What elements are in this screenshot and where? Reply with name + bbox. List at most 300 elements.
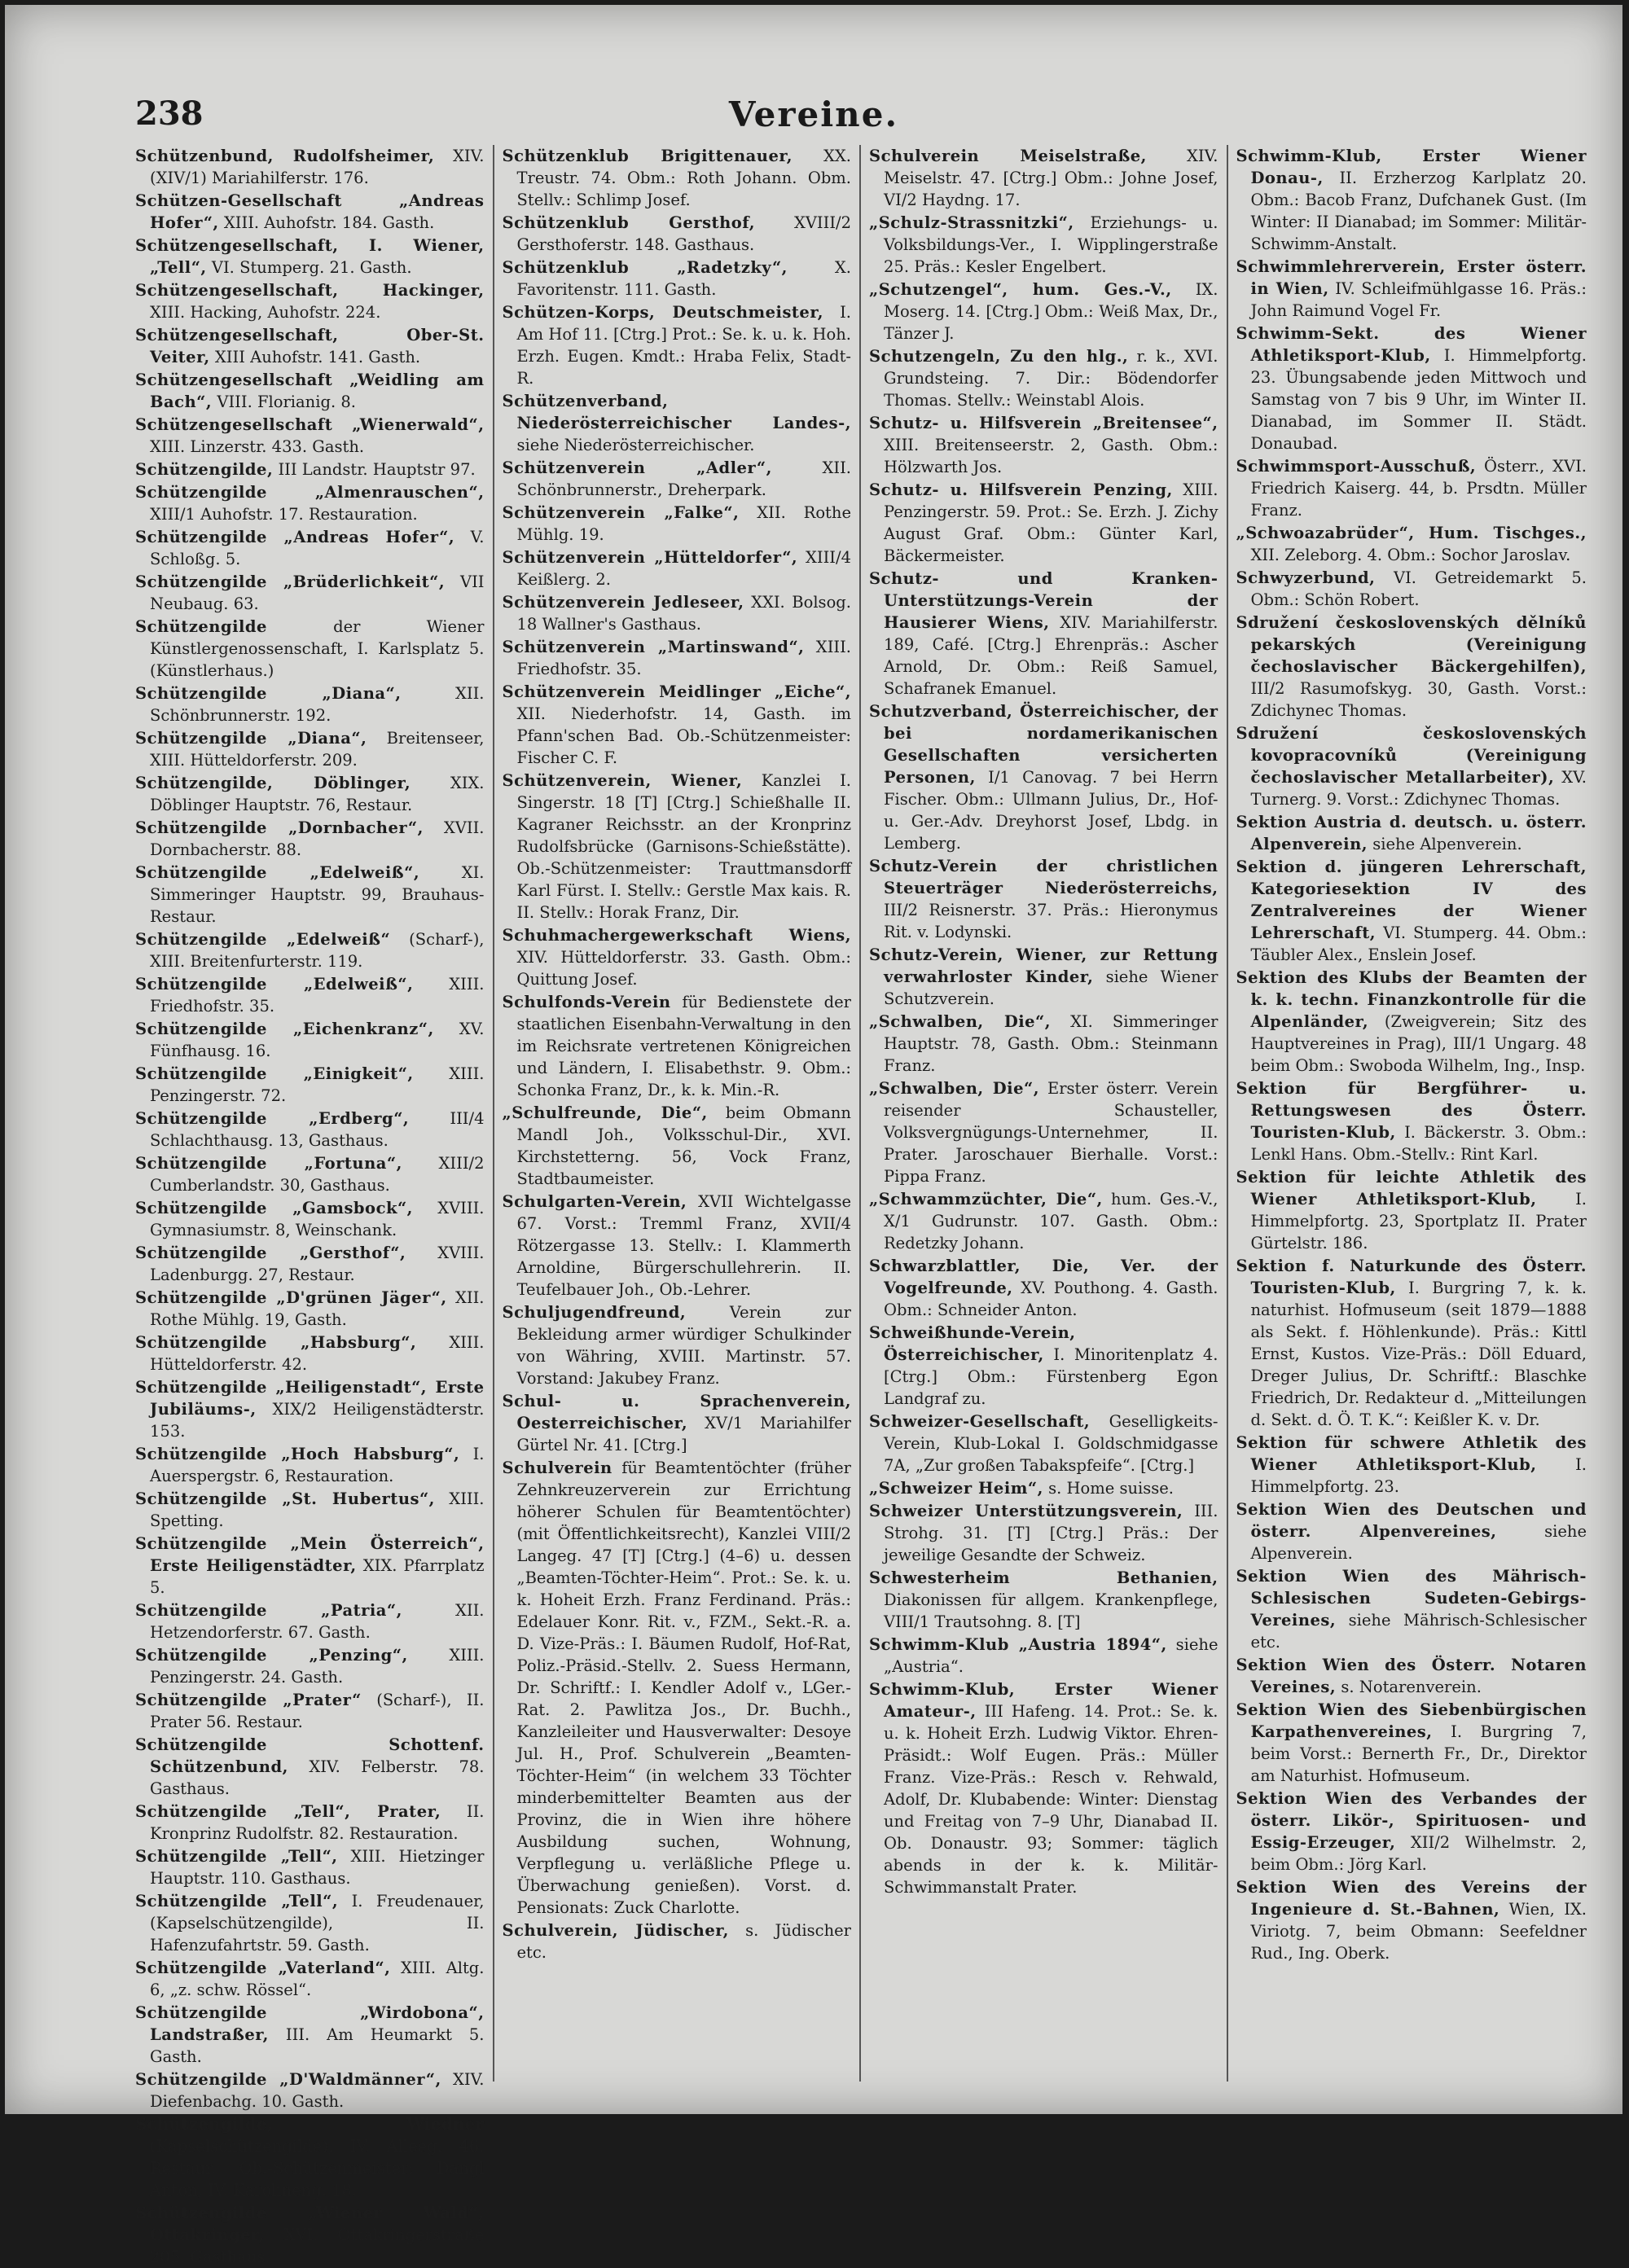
entry-heading: „Schulz-Strassnitzki“, bbox=[869, 213, 1074, 232]
entry-heading: Schützengilde „Edelweiß“, bbox=[135, 975, 414, 994]
entry-heading: Sektion Austria d. deutsch. u. österr. Alpenverein, bbox=[1236, 813, 1587, 853]
directory-entry bbox=[1236, 811, 1587, 855]
entry-heading: Schweizer Unterstützungsverein, bbox=[869, 1502, 1183, 1520]
entry-text: III. Strohg. 31. [T] [Ctrg.] Präs.: Der jeweilige Gesandte der Schweiz. bbox=[884, 1502, 1218, 1564]
entry-text: I. Minoritenplatz 4. [Ctrg.] Obm.: Fürstenberg Egon Landgraf zu. bbox=[884, 1345, 1218, 1408]
entry-heading: Schutz- u. Hilfsverein Penzing, bbox=[869, 480, 1173, 499]
entry-heading: Schützengesellschaft, I. Wiener, „Tell“, bbox=[135, 236, 485, 277]
directory-entry bbox=[503, 1919, 852, 1963]
directory-entry bbox=[135, 1063, 485, 1107]
directory-entry bbox=[1236, 567, 1587, 611]
directory-entry bbox=[869, 568, 1218, 700]
entry-heading: „Schwammzüchter, Die“, bbox=[869, 1190, 1103, 1209]
directory-entry bbox=[1236, 967, 1587, 1077]
entry-text: s. Home suisse. bbox=[1043, 1479, 1175, 1498]
entry-heading: „Schwoazabrüder“, Hum. Tischges., bbox=[1236, 524, 1587, 542]
entry-text: XIII. Hacking, Auhofstr. 224. bbox=[150, 303, 381, 322]
directory-entry bbox=[869, 279, 1218, 344]
entry-text: XIII/2 Cumberlandstr. 30, Gasthaus. bbox=[150, 1154, 485, 1195]
directory-entry bbox=[135, 1689, 485, 1733]
entry-text: Österr., XVI. Friedrich Kaiserg. 44, b. Prsdtn. Müller Franz. bbox=[1250, 457, 1587, 520]
entry-heading: Schützengesellschaft, Hackinger, bbox=[135, 281, 485, 300]
directory-entry bbox=[135, 862, 485, 928]
directory-entry bbox=[135, 1443, 485, 1487]
entry-heading: Schützengilde „Einigkeit“, bbox=[135, 1064, 414, 1083]
directory-entry bbox=[869, 1567, 1218, 1633]
entry-text: Kanzlei I. Singerstr. 18 [T] [Ctrg.] Schießhalle II. Kagraner Reichsstr. an der Kronprinz Rudolfsbrücke (Garnisons-Schießstätte). Ob.-Schützenmeister: Trauttmansdorff Karl Fürst. I. Stellv.: Gerstle Max kais. R. II. Stellv.: Horak Franz, Dir. bbox=[516, 771, 851, 922]
entry-text: hum. Ges.-V., X/1 Gudrunstr. 107. Gasth. Obm.: Redetzky Johann. bbox=[884, 1190, 1218, 1252]
column-4 bbox=[1228, 145, 1596, 2082]
directory-entry bbox=[503, 1301, 852, 1389]
directory-entry bbox=[869, 855, 1218, 943]
entry-text: Erziehungs- u. Volksbildungs-Ver., I. Wipplingerstraße 25. Präs.: Kesler Engelbert. bbox=[884, 213, 1218, 276]
column-3 bbox=[861, 145, 1228, 2082]
directory-entry bbox=[135, 1890, 485, 1956]
entry-text: s. Jüdischer etc. bbox=[516, 1921, 852, 1962]
entry-text: I. Burgring 7, k. k. naturhist. Hofmuseum (seit 1879—1888 als Sekt. f. Höhlenkunde). Präs.: Kittl Ernst, Kustos. Vize-Präs.: Döll Eduard, Dreger Julius, Dr. Schriftf.: Blaschke Friedrich, Dr. Redakteur d. „Mitteilungen d. Sekt. d. Ö. T. K.“: Keißler K. v. Dr. bbox=[1250, 1279, 1587, 1429]
page-header bbox=[5, 88, 1622, 145]
entry-text: V. Schloßg. 5. bbox=[150, 528, 485, 568]
entry-text: III. Am Heumarkt 5. Gasth. bbox=[150, 2025, 485, 2066]
directory-entry bbox=[1236, 856, 1587, 966]
directory-entry bbox=[503, 390, 852, 456]
entry-heading: Schützengilde „Prater“ bbox=[135, 1691, 362, 1709]
entry-heading: Schutz- u. Hilfsverein „Breitensee“, bbox=[869, 414, 1218, 432]
entry-heading: Schützengilde „Gersthof“, bbox=[135, 1244, 406, 1262]
entry-text: XV/1 Mariahilfer Gürtel Nr. 41. [Ctrg.] bbox=[516, 1414, 851, 1454]
directory-entry bbox=[1236, 522, 1587, 566]
directory-entry bbox=[503, 1457, 852, 1919]
entry-heading: Sektion Wien des Mährisch-Schlesischen Sudeten-Gebirgs-Vereines, bbox=[1236, 1567, 1587, 1630]
directory-entry bbox=[135, 772, 485, 816]
entry-heading: Schützengilde „Diana“, bbox=[135, 684, 402, 703]
directory-entry bbox=[1236, 1498, 1587, 1564]
entry-text: XVII. Dornbacherstr. 88. bbox=[150, 818, 485, 859]
directory-entry bbox=[135, 2113, 485, 2201]
entry-heading: Schützenklub Brigittenauer, bbox=[502, 147, 793, 165]
directory-entry bbox=[135, 458, 485, 480]
directory-entry bbox=[135, 571, 485, 615]
entry-text: XI. Simmeringer Hauptstr. 99, Brauhaus-Restaur. bbox=[150, 863, 485, 926]
entry-heading: Schützengilde „Dornbacher“, bbox=[135, 818, 424, 837]
entry-heading: Schwimm-Klub, Erster Wiener Donau-, bbox=[1236, 147, 1587, 187]
entry-text: III/2 Rasumofskyg. 30, Gasth. Vorst.: Zdichynec Thomas. bbox=[1250, 679, 1587, 720]
entry-heading: Schützengilde „D'grünen Jäger“, bbox=[135, 1288, 447, 1307]
directory-entry bbox=[503, 636, 852, 680]
entry-heading: Schwimm-Sekt. des Wiener Athletiksport-Klub, bbox=[1236, 324, 1587, 365]
directory-entry bbox=[135, 324, 485, 368]
entry-heading: Sektion f. Naturkunde des Österr. Touristen-Klub, bbox=[1236, 1257, 1587, 1297]
directory-entry bbox=[135, 526, 485, 570]
page-title: Vereine. bbox=[728, 94, 899, 134]
directory-entry bbox=[869, 1077, 1218, 1187]
entry-text: XII. Rothe Mühlg. 19. bbox=[516, 503, 851, 544]
entry-text: I. Am Hof 11. [Ctrg.] Prot.: Se. k. u. k. Hoh. Erzh. Eugen. Kmdt.: Hraba Felix, Stadt-R. bbox=[516, 303, 851, 388]
directory-entry bbox=[1236, 1654, 1587, 1698]
entry-heading: Schützengilde „Heiligenstadt“, Erste Jubiläums-, bbox=[135, 1378, 485, 1419]
directory-entry bbox=[135, 616, 485, 682]
entry-heading: Schützengilde „Eichenkranz“, bbox=[135, 1020, 434, 1038]
directory-entry bbox=[1236, 1565, 1587, 1653]
entry-heading: Schützen-Korps, Deutschmeister, bbox=[502, 303, 823, 322]
entry-heading: Schützengilde, Döblinger, bbox=[135, 774, 411, 792]
entry-heading: Schwyzerbund, bbox=[1236, 568, 1376, 587]
document-page bbox=[5, 5, 1622, 2266]
entry-text: XI. Simmeringer Hauptstr. 78, Gasth. Obm.: Steinmann Franz. bbox=[884, 1012, 1218, 1075]
entry-text: XIII. Penzingerstr. 72. bbox=[150, 1064, 485, 1105]
entry-text: Breitenseer, XIII. Hütteldorferstr. 209. bbox=[150, 729, 485, 770]
columns-container bbox=[127, 145, 1595, 2266]
entry-text: XII. Niederhofstr. 14, Gasth. im Pfann'schen Bad. Ob.-Schützenmeister: Fischer C. F. bbox=[516, 704, 851, 767]
entry-text: Erster österr. Verein reisender Schausteller, Volksvergnügungs-Unternehmer, II. Prater. Jaroschauer Bierhalle. Vorst.: Pippa Franz. bbox=[884, 1079, 1218, 1186]
entry-heading: Schutz- und Kranken-Unterstützungs-Verein der Hausierer Wiens, bbox=[869, 569, 1218, 632]
directory-entry bbox=[135, 1287, 485, 1331]
entry-text: XIII. Hütteldorferstr. 42. bbox=[150, 1333, 485, 1374]
entry-heading: Schützengilde „St. Hubertus“, bbox=[135, 1489, 435, 1508]
entry-text: siehe Mährisch-Schlesischer etc. bbox=[1250, 1611, 1587, 1652]
entry-text: VIII. Florianig. 8. bbox=[212, 393, 356, 411]
entry-heading: Schützengilde bbox=[135, 617, 267, 636]
directory-entry bbox=[135, 1197, 485, 1241]
entry-heading: Schulgarten-Verein, bbox=[502, 1192, 687, 1211]
directory-entry bbox=[135, 145, 485, 189]
entry-text: I. Himmelpfortg. 23, Sportplatz II. Prater Gürtelstr. 186. bbox=[1250, 1190, 1587, 1252]
entry-heading: Sektion für Bergführer- u. Rettungswesen des Österr. Touristen-Klub, bbox=[1236, 1079, 1587, 1142]
entry-text: siehe Wiener Schutzverein. bbox=[884, 967, 1218, 1008]
directory-entry bbox=[135, 1599, 485, 1643]
directory-entry bbox=[503, 457, 852, 501]
directory-entry bbox=[135, 928, 485, 972]
entry-text: XVII Wichtelgasse 67. Vorst.: Tremml Franz, XVII/4 Rötzergasse 13. Stellv.: I. Klammerth Arnoldine, Bürgerschullehrerin. II. Teufelbauer Joh., Ob.-Lehrer. bbox=[516, 1192, 851, 1299]
directory-entry bbox=[869, 345, 1218, 411]
entry-heading: Schwesterheim Bethanien, bbox=[869, 1568, 1218, 1587]
directory-entry bbox=[1236, 1699, 1587, 1787]
directory-entry bbox=[869, 412, 1218, 478]
directory-entry bbox=[135, 1644, 485, 1688]
entry-text: XII. Zeleborg. 4. Obm.: Sochor Jaroslav. bbox=[1250, 546, 1571, 564]
directory-entry bbox=[503, 591, 852, 635]
entry-text: Diakonissen für allgem. Krankenpflege, VIII/1 Trautsohng. 8. [T] bbox=[884, 1590, 1218, 1631]
entry-heading: Schützenverein „Adler“, bbox=[502, 458, 772, 477]
entry-heading: Schwimmsport-Ausschuß, bbox=[1236, 457, 1477, 476]
directory-entry bbox=[503, 1102, 852, 1190]
directory-entry bbox=[135, 2068, 485, 2112]
directory-entry bbox=[869, 1477, 1218, 1499]
entry-text: r. k., XVI. Grundsteing. 7. Dir.: Bödendorfer Thomas. Stellv.: Weinstabl Alois. bbox=[884, 347, 1218, 410]
entry-heading: Schützengilde „Edelweiß“ bbox=[135, 930, 391, 949]
directory-entry bbox=[135, 190, 485, 234]
entry-heading: Schützengilde, Wiedner bbox=[135, 2115, 485, 2134]
entry-heading: Schützengilde, bbox=[135, 460, 274, 479]
entry-text: III Hafeng. 14. Prot.: Se. k. u. k. Hoheit Erzh. Ludwig Viktor. Ehren-Präsidt.: Wolf Eugen. Präs.: Müller Franz. Vize-Präs.: Resch v. Rehwald, Adolf, Dr. Klubabende: Winter: Dienstag und Freitag von 7–9 Uhr, Dianabad II. Ob. Donaustr. 93; Sommer: täglich abends in der k. k. Militär-Schwimmanstalt Prater. bbox=[884, 1702, 1218, 1897]
directory-entry bbox=[1236, 722, 1587, 810]
directory-entry bbox=[1236, 256, 1587, 322]
entry-heading: Schwimmlehrerverein, Erster österr. in Wien, bbox=[1236, 257, 1587, 298]
entry-text: XIV. Meiselstr. 47. [Ctrg.] Obm.: Johne Josef, VI/2 Haydng. 17. bbox=[884, 147, 1218, 209]
entry-text: XIII. Auhofstr. 184. Gasth. bbox=[218, 213, 435, 232]
entry-heading: Schützengilde „Fortuna“, bbox=[135, 1154, 402, 1173]
entry-heading: Schuhmachergewerkschaft Wiens, bbox=[502, 926, 851, 945]
directory-entry bbox=[135, 682, 485, 726]
directory-entry bbox=[503, 924, 852, 990]
entry-heading: „Schwalben, Die“, bbox=[869, 1079, 1039, 1098]
entry-text: Wien, IX. Viriotg. 7, beim Obmann: Seefeldner Rud., Ing. Oberk. bbox=[1250, 1900, 1587, 1963]
entry-text: XII. Hetzendorferstr. 67. Gasth. bbox=[150, 1601, 485, 1642]
entry-heading: Schuljugendfreund, bbox=[502, 1303, 687, 1322]
directory-entry bbox=[135, 279, 485, 323]
entry-text: XIII. Spetting. bbox=[150, 1489, 485, 1530]
entry-text: VII Neubaug. 63. bbox=[150, 572, 485, 613]
entry-text: XVIII/2 Gersthoferstr. 148. Gasthaus. bbox=[516, 213, 851, 254]
entry-text: XII. Schönbrunnerstr., Dreherpark. bbox=[516, 458, 851, 499]
directory-entry bbox=[503, 1390, 852, 1456]
entry-heading: Schützengilde Schottenf. Schützenbund, bbox=[135, 1735, 485, 1776]
entry-heading: Schützengilde „Patria“, bbox=[135, 1601, 402, 1620]
entry-heading: Schweizer-Gesellschaft, bbox=[869, 1412, 1091, 1431]
entry-heading: Sektion für schwere Athletik des Wiener Athletiksport-Klub, bbox=[1236, 1433, 1587, 1474]
directory-entry bbox=[503, 502, 852, 546]
entry-heading: Schulverein Meiselstraße, bbox=[869, 147, 1147, 165]
entry-text: XIII/4 Keißlerg. 2. bbox=[516, 548, 851, 589]
entry-text: XIII. Friedhofstr. 35. bbox=[150, 975, 485, 1016]
entry-text: XIII. Altg. 6, „z. schw. Rössel“. bbox=[150, 1959, 485, 1999]
directory-entry bbox=[869, 212, 1218, 278]
entry-heading: Schützengilde „Wiener Wald“, Ottakringer, bbox=[135, 2204, 485, 2244]
column-2 bbox=[494, 145, 862, 2082]
directory-entry bbox=[503, 681, 852, 769]
directory-entry bbox=[1236, 1077, 1587, 1165]
directory-entry bbox=[135, 1242, 485, 1286]
entry-text: I. Himmelpfortg. 23. bbox=[1250, 1455, 1587, 1496]
entry-text: siehe Alpenverein. bbox=[1250, 1522, 1587, 1563]
entry-heading: Sdružení československých dělníků pekarských (Vereinigung čechoslavischer Bäckergehilfen), bbox=[1236, 613, 1587, 676]
directory-entry bbox=[135, 1108, 485, 1152]
directory-entry bbox=[869, 1255, 1218, 1321]
entry-text: XIII. Penzingerstr. 59. Prot.: Se. Erzh. J. Zichy August Graf. Obm.: Günter Karl, Bäckermeister. bbox=[884, 480, 1218, 565]
directory-entry bbox=[503, 991, 852, 1101]
entry-text: III/2 Reisnerstr. 37. Präs.: Hieronymus Rit. v. Lodynski. bbox=[884, 901, 1218, 941]
directory-entry bbox=[1236, 1788, 1587, 1875]
entry-heading: Sektion Wien des Deutschen und österr. Alpenvereines, bbox=[1236, 1500, 1587, 1541]
directory-entry bbox=[503, 257, 852, 300]
entry-text: für Bedienstete der staatlichen Eisenbahn-Verwaltung in den im Reichsrate vertretenen Königreichen und Ländern, I. Elisabethstr. 9. Obm.: Schonka Franz, Dr., k. k. Min.-R. bbox=[516, 993, 851, 1099]
directory-entry bbox=[869, 1188, 1218, 1254]
entry-heading: Schutzverband, Österreichischer, der bei nordamerikanischen Gesellschaften versicherten Personen, bbox=[869, 702, 1218, 787]
entry-heading: Sektion des Klubs der Beamten der k. k. techn. Finanzkontrolle für die Alpenländer, bbox=[1236, 968, 1587, 1031]
entry-heading: Sektion Wien des Vereins der Ingenieure d. St.-Bahnen, bbox=[1236, 1878, 1587, 1919]
entry-text: XIII Auhofstr. 141. Gasth. bbox=[209, 348, 421, 366]
directory-entry bbox=[869, 145, 1218, 211]
entry-heading: Schützenklub „Radetzky“, bbox=[502, 258, 788, 277]
entry-text: II. Kronprinz Rudolfstr. 82. Restauration. bbox=[150, 1802, 485, 1843]
directory-entry bbox=[1236, 145, 1587, 255]
entry-heading: Schützengilde „Brüderlichkeit“, bbox=[135, 572, 446, 591]
entry-text: XIX. Pfarrplatz 5. bbox=[150, 1556, 485, 1597]
column-1 bbox=[127, 145, 494, 2266]
entry-text: Geselligkeits-Verein, Klub-Lokal I. Goldschmidgasse 7A, „Zur großen Tabakspfeife“. [Ctrg.] bbox=[884, 1412, 1218, 1475]
directory-entry bbox=[869, 1410, 1218, 1476]
entry-heading: Schwimm-Klub, Erster Wiener Amateur-, bbox=[869, 1680, 1218, 1721]
entry-text: (Scharf-), XIII. Breitenfurterstr. 119. bbox=[150, 930, 485, 971]
entry-text: IX. Moserg. 14. [Ctrg.] Obm.: Weiß Max, Dr., Tänzer J. bbox=[884, 280, 1218, 343]
entry-text: XII. Rothe Mühlg. 19, Gasth. bbox=[150, 1288, 485, 1329]
entry-text: XIII. Penzingerstr. 24. Gasth. bbox=[150, 1646, 485, 1687]
entry-heading: Schützengilde „Penzing“, bbox=[135, 1646, 408, 1665]
entry-text: XIX. Döblinger Hauptstr. 76, Restaur. bbox=[150, 774, 485, 814]
entry-heading: „Schulfreunde, Die“, bbox=[502, 1103, 708, 1122]
entry-heading: Schul- u. Sprachenverein, Oesterreichischer, bbox=[502, 1392, 851, 1432]
entry-heading: Schützenverein „Martinswand“, bbox=[502, 638, 805, 656]
entry-heading: Schützengesellschaft „Weidling am Bach“, bbox=[135, 371, 485, 411]
directory-entry bbox=[503, 1191, 852, 1301]
entry-text: XXI. Bolsog. 18 Wallner's Gasthaus. bbox=[516, 593, 851, 634]
entry-heading: Schutz-Verein der christlichen Steuerträger Niederösterreichs, bbox=[869, 857, 1218, 897]
directory-entry bbox=[1236, 1432, 1587, 1498]
entry-heading: Schweißhunde-Verein, Österreichischer, bbox=[869, 1323, 1076, 1364]
directory-entry bbox=[869, 1634, 1218, 1678]
entry-text: s. Notarenverein. bbox=[1336, 1678, 1482, 1696]
directory-entry bbox=[503, 770, 852, 923]
entry-text: (Scharf-), II. Prater 56. Restaur. bbox=[150, 1691, 485, 1731]
entry-heading: Sektion Wien des Verbandes der österr. Likör-, Spirituosen- und Essig-Erzeuger, bbox=[1236, 1789, 1587, 1852]
entry-text: X. Favoritenstr. 111. Gasth. bbox=[516, 258, 851, 299]
entry-text: (Zweigverein; Sitz des Hauptvereines in Prag), III/1 Ungarg. 48 beim Obm.: Swoboda Wilhelm, Ing., Insp. bbox=[1250, 1012, 1587, 1075]
directory-entry bbox=[135, 1734, 485, 1800]
entry-heading: Schützengilde „Almenrauschen“, bbox=[135, 483, 485, 502]
entry-text: XIII. Friedhofstr. 35. bbox=[516, 638, 851, 678]
entry-text: XV. Fünfhausg. 16. bbox=[150, 1020, 485, 1060]
entry-heading: Schützenverein Jedleseer, bbox=[502, 593, 744, 612]
entry-heading: Schützenverband, Niederösterreichischer Landes-, bbox=[502, 392, 851, 432]
entry-heading: Schützengilde „Wirdobona“, Landstraßer, bbox=[135, 2003, 485, 2044]
entry-heading: Schützenverein „Hütteldorfer“, bbox=[502, 548, 798, 567]
directory-entry bbox=[503, 301, 852, 389]
entry-heading: Schützengesellschaft, Ober-St. Veiter, bbox=[135, 326, 485, 366]
directory-entry bbox=[135, 1152, 485, 1196]
directory-entry bbox=[869, 1011, 1218, 1077]
entry-text: XIV. Hütteldorferstr. 33. Gasth. Obm.: Quittung Josef. bbox=[516, 948, 851, 989]
directory-entry bbox=[1236, 612, 1587, 722]
directory-entry bbox=[135, 1331, 485, 1375]
directory-entry bbox=[1236, 455, 1587, 521]
directory-entry bbox=[1236, 1255, 1587, 1431]
entry-text: XIV. Felberstr. 78. Gasthaus. bbox=[150, 1757, 485, 1798]
entry-text: I. Himmelpfortg. 23. Übungsabende jeden Mittwoch und Samstag von 7 bis 9 Uhr, im Winter II. Dianabad, im Sommer II. Städt. Donaubad. bbox=[1250, 346, 1587, 453]
directory-entry bbox=[135, 1801, 485, 1845]
entry-heading: Schützengilde „Gamsbock“, bbox=[135, 1199, 413, 1217]
entry-heading: Schützengilde „Andreas Hofer“, bbox=[135, 528, 455, 546]
entry-text: I. Auerspergstr. 6, Restauration. bbox=[150, 1445, 485, 1485]
entry-text: XIX/2 Heiligenstädterstr. 153. bbox=[150, 1400, 485, 1441]
directory-entry bbox=[135, 414, 485, 458]
entry-heading: Schützengilde „Habsburg“, bbox=[135, 1333, 417, 1352]
entry-text: VI. Stumperg. 21. Gasth. bbox=[206, 258, 412, 277]
entry-heading: Schützengilde „Hoch Habsburg“, bbox=[135, 1445, 460, 1463]
directory-entry bbox=[869, 944, 1218, 1010]
entry-heading: Schutz-Verein, Wiener, zur Rettung verwahrloster Kinder, bbox=[869, 945, 1218, 986]
entry-heading: Schützenverein Meidlinger „Eiche“, bbox=[502, 682, 851, 701]
entry-text: XIII. Linzerstr. 433. Gasth. bbox=[150, 437, 365, 456]
entry-text: XIII/1 Auhofstr. 17. Restauration. bbox=[150, 505, 418, 524]
directory-entry bbox=[1236, 1166, 1587, 1254]
entry-text: VI. Getreidemarkt 5. Obm.: Schön Robert. bbox=[1250, 568, 1587, 609]
entry-text: XIII. Hietzinger Hauptstr. 110. Gasthaus. bbox=[150, 1847, 485, 1888]
entry-text: I/1 Canovag. 7 bei Herrn Fischer. Obm.: Ullmann Julius, Dr., Hof- u. Ger.-Adv. Dreyhorst Josef, Lbdg. in Lemberg. bbox=[884, 768, 1218, 853]
entry-text: I. Burgring 7, beim Vorst.: Bernerth Fr., Dr., Direktor am Naturhist. Hofmuseum. bbox=[1250, 1722, 1587, 1785]
entry-text: XV. Turnerg. 9. Vorst.: Zdichynec Thomas. bbox=[1250, 768, 1587, 809]
entry-heading: Schützengilde „D'Waldmänner“, bbox=[135, 2070, 441, 2089]
directory-entry bbox=[135, 481, 485, 525]
entry-text: I. Bäckerstr. 3. Obm.: Lenkl Hans. Obm.-Stellv.: Rint Karl. bbox=[1250, 1123, 1587, 1164]
directory-entry bbox=[135, 727, 485, 771]
entry-heading: Schützengilde „Mein Österreich“, Erste Heiligenstädter, bbox=[135, 1534, 485, 1575]
entry-heading: Schützen-Gesellschaft „Andreas Hofer“, bbox=[135, 191, 485, 232]
entry-heading: Sektion Wien des Siebenbürgischen Karpathenvereines, bbox=[1236, 1700, 1587, 1741]
directory-entry bbox=[869, 700, 1218, 854]
entry-text: XVIII. Gymnasiumstr. 8, Weinschank. bbox=[150, 1199, 485, 1239]
entry-text: siehe „Austria“. bbox=[884, 1635, 1218, 1676]
entry-heading: Schützengilde „Vaterland“, bbox=[135, 1959, 391, 1977]
entry-text: der Wiener Künstlergenossenschaft, I. Karlsplatz 5. (Künstlerhaus.) bbox=[150, 617, 485, 680]
directory-entry bbox=[135, 2002, 485, 2068]
entry-heading: Schulverein, Jüdischer, bbox=[502, 1921, 729, 1940]
entry-heading: Schützengilde „Erdberg“, bbox=[135, 1109, 410, 1128]
entry-heading: Schulverein bbox=[502, 1459, 613, 1477]
directory-entry bbox=[503, 145, 852, 211]
entry-heading: Schützengilde „Tell“, bbox=[135, 1892, 339, 1910]
entry-text: XV. Pouthong. 4. Gasth. Obm.: Schneider Anton. bbox=[884, 1279, 1218, 1319]
entry-heading: Schwarzblattler, Die, Ver. der Vogelfreunde, bbox=[869, 1257, 1218, 1297]
entry-text: XX. Treustr. 74. Obm.: Roth Johann. Obm. Stellv.: Schlimp Josef. bbox=[516, 147, 851, 209]
directory-entry bbox=[135, 817, 485, 861]
entry-text: IV. Schleifmühlgasse 16. Präs.: John Raimund Vogel Fr. bbox=[1250, 279, 1587, 320]
directory-entry bbox=[869, 1678, 1218, 1898]
entry-heading: Schützengilde „Edelweiß“, bbox=[135, 863, 420, 882]
entry-text: II. Erzherzog Karlplatz 20. Obm.: Bacob Franz, Dufchanek Gust. (Im Winter: II Dianabad; im Sommer: Militär-Schwimm-Anstalt. bbox=[1250, 169, 1587, 253]
directory-entry bbox=[135, 1488, 485, 1532]
entry-heading: Schulfonds-Verein bbox=[502, 993, 671, 1011]
entry-heading: Schützenklub Gersthof, bbox=[502, 213, 755, 232]
directory-entry bbox=[1236, 322, 1587, 454]
directory-entry bbox=[1236, 1876, 1587, 1964]
directory-entry bbox=[503, 546, 852, 590]
entry-text: I. Freudenauer, (Kapselschützengilde), II. Hafenzufahrtstr. 59. Gasth. bbox=[150, 1892, 485, 1954]
directory-entry bbox=[503, 212, 852, 256]
entry-text: Verein zur Bekleidung armer würdiger Schulkinder von Währing, XVIII. Martinstr. 57. Vorstand: Jakubey Franz. bbox=[516, 1303, 851, 1388]
directory-entry bbox=[135, 1845, 485, 1889]
directory-entry bbox=[135, 1376, 485, 1442]
entry-text: siehe Alpenverein. bbox=[1368, 835, 1522, 853]
entry-heading: Schützenverein „Falke“, bbox=[502, 503, 740, 522]
entry-heading: Schützengesellschaft „Wienerwald“, bbox=[135, 415, 485, 434]
directory-entry bbox=[135, 1018, 485, 1062]
entry-heading: „Schwalben, Die“, bbox=[869, 1012, 1052, 1031]
entry-text: XVIII. Ladenburgg. 27, Restaur. bbox=[150, 1244, 485, 1284]
directory-entry bbox=[135, 1957, 485, 2001]
entry-text: XII/2 Wilhelmstr. 2, beim Obm.: Jörg Karl. bbox=[1250, 1833, 1587, 1874]
directory-entry bbox=[869, 1500, 1218, 1566]
entry-text: XIV. (XIV/1) Mariahilferstr. 176. bbox=[150, 147, 485, 187]
directory-entry bbox=[135, 2202, 485, 2268]
entry-text: III Landstr. Hauptstr 97. bbox=[273, 460, 476, 479]
directory-entry bbox=[135, 1533, 485, 1599]
entry-heading: Schwimm-Klub „Austria 1894“, bbox=[869, 1635, 1167, 1654]
entry-heading: Schützengilde „Tell“, bbox=[135, 1847, 338, 1866]
entry-heading: „Schweizer Heim“, bbox=[869, 1479, 1043, 1498]
entry-heading: Schützenbund, Rudolfsheimer, bbox=[135, 147, 435, 165]
directory-entry bbox=[869, 479, 1218, 567]
entry-heading: Schützengilde „Tell“, Prater, bbox=[135, 1802, 441, 1821]
